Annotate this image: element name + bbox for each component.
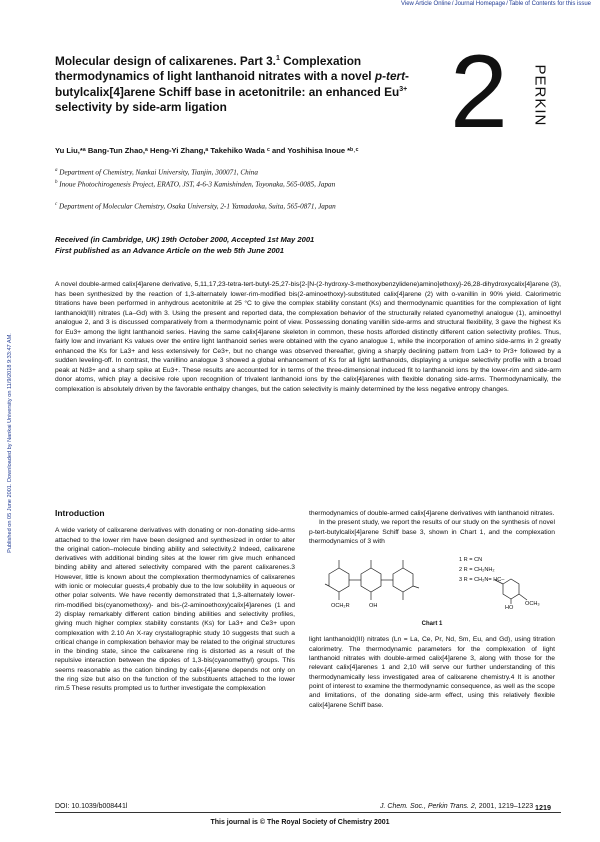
affiliation-sup: a xyxy=(55,168,58,173)
right-column xyxy=(309,509,555,710)
perkin-logo-number: 2 xyxy=(450,34,508,150)
publication-sidebar xyxy=(2,210,12,680)
download-notice: Published on 05 June 2001. Downloaded by Nankai University on 11/9/2018 9:33:47 AM. xyxy=(7,333,13,553)
view-article-online-link[interactable]: View Article Online xyxy=(400,1,451,7)
received-info xyxy=(55,234,314,256)
footer-rule xyxy=(55,812,561,813)
perkin-logo-word xyxy=(532,52,548,152)
title-part2: Complexation thermodynamics of light lanthanoid nitrates with a novel xyxy=(55,53,375,83)
title-part3: -butylcalix[4]arene Schiff base in acetonitrile: an enhanced Eu xyxy=(55,68,409,100)
title-italic: p-tert xyxy=(374,68,406,83)
substituent-label: OCH₃ xyxy=(525,601,540,608)
aromatic-ring xyxy=(393,568,413,592)
affiliation-sup: c xyxy=(55,202,58,207)
body-paragraph: In the present study, we report the results of our study on the synthesis of novel p-tert-butylcalix[4]arene Schiff base 3, shown in Chart 1, and the complexation thermodynamics of 3 with xyxy=(309,519,555,545)
section-heading-introduction: Introduction xyxy=(55,508,105,518)
journal-citation xyxy=(380,803,533,810)
affiliation-text: Department of Chemistry, Nankai University, Tianjin, 300071, China xyxy=(59,168,258,177)
received-dates: Received (in Cambridge, UK) 19th October 2000, Accepted 1st May 2001 xyxy=(55,235,315,244)
journal-homepage-link[interactable]: Journal Homepage xyxy=(454,1,506,7)
substituent-label: OCH₂R xyxy=(331,603,350,610)
link-separator: / xyxy=(451,1,454,7)
affiliation-sup: b xyxy=(55,180,58,185)
left-column xyxy=(55,509,295,694)
top-link-bar xyxy=(0,0,600,12)
body-paragraph: light lanthanoid(III) nitrates (Ln = La, Ce, Pr, Nd, Sm, Eu, and Gd), using titration calorimetry. The thermodynamic parameters for the complexation of light lanthanoid nitrates with double-armed calix[4]arene 3, along with those for the relevant calix[4]arenes 1 and 2,10 will serve our further understanding of this thermodynamically less investigated area of calixarene chemistry.4 It is another point of interest to examine the thermodynamic consequence, as well as the scope and limitations, of the donating side-arm effect, using this relatively flexible calix[4]arene Schiff base. xyxy=(309,636,555,709)
title-part1: Molecular design of calixarenes. Part 3. xyxy=(55,53,276,68)
year-pages: 2001, 1219–1223 xyxy=(476,803,534,810)
body-paragraph: A wide variety of calixarene derivatives with donating or non-donating side-arms attached to the lower rim have been designed and synthesized in order to alter the original cation–molecule binding ability and selectivity.2 Indeed, calixarene derivatives with additional binding sites at the lower rim give much enhanced binding ability and altered selectivity compared with the parent calixarenes.3 However, little is known about the complexation thermodynamics of calixarenes with ionic or molecular guests,4 probably due to the low solubility in aqueous or other polar solvents. We have recently demonstrated that 1,3-alternately lower-rim-modified bis(cyanomethoxy)- and bis-(2-aminoethoxy)calix[4]arenes (1 and 2) display remarkably different cation binding abilities and selectivity profiles, giving much higher complex stability constants (Ks) for La3+ and Ce3+ upon complexation with 2.10 An X-ray crystallographic study 10 suggests that such a critical change in complexation behavior may be related to the original structures in the binding state, since the calixarene ring is distorted as a result of the repulsive interaction between the dipoles of 1,3-bis(cyanomethyl) groups. This seems reasonable as the cation binding by calix-[4]arene depends not only on the ring size but also on the function of the substituents attached to the lower rim.5 These results prompted us to further investigate the complexation xyxy=(55,527,295,693)
chart-caption: Chart 1 xyxy=(421,621,443,628)
aromatic-ring xyxy=(503,579,519,599)
article-title xyxy=(55,52,435,114)
link-separator: / xyxy=(506,1,508,7)
affiliation-text: Inoue Photochirogenesis Project, ERATO, JST, 4-6-3 Kamishinden, Toyonaka, 565-0085, Japan xyxy=(59,180,336,189)
perkin-logo-text: PERKIN xyxy=(531,64,549,127)
title-ref-sup: 1 xyxy=(275,55,280,62)
doi: DOI: 10.1039/b008441l xyxy=(55,803,128,810)
affiliation-text: Department of Molecular Chemistry, Osaka University, 2-1 Yamadaoka, Suita, 565-0871, Japan xyxy=(59,202,336,211)
published-date: First published as an Advance Article on the web 5th June 2001 xyxy=(55,246,284,255)
aromatic-ring xyxy=(329,568,349,592)
authors: Yu Liu,*ᵃ Bang-Tun Zhao,ᵃ Heng-Yi Zhang,ᵃ Takehiko Wada ᶜ and Yoshihisa Inoue *ᵇ˒ᶜ xyxy=(55,146,359,155)
substituent-label: HO xyxy=(505,605,514,612)
affiliation-b xyxy=(55,178,475,190)
title-part4: selectivity by side-arm ligation xyxy=(55,99,227,114)
copyright: This journal is © The Royal Society of Chemistry 2001 xyxy=(210,819,390,826)
r-group-label: 3 R = CH₂N= HC– xyxy=(459,577,505,584)
abstract: A novel double-armed calix[4]arene derivative, 5,11,17,23-tetra-tert-butyl-25,27-bis{2-[N-(2-hydroxy-3-methoxybenzylidene)amino]ethoxy}-26,28-dihydroxycalix[4]arene (3), has been synthesized by the reaction of 1,3-alternately lower-rim-modified bis(2-aminoethoxy)-substituted calix[4]arene (2) with o-vanillin in 90% yield. Calorimetric titrations have been performed in anhydrous acetonitrile at 25 °C to give the complex stability constant (Ks) and thermodynamic quantities for the complexation of light lanthanoid(III) nitrates (La–Gd) with 3. Using the present and reported data, the complexation behavior of the structurally related cyanomethyl analogue (1), aminoethyl analogue 2, and 3 is discussed comparatively from a thermodynamic point of view. Possessing donating vanillin side-arms and structural flexibility, 3 gave the highest Ks for Eu3+ among the light lanthanoid series. Having the same calix[4]arene skeleton in common, these hosts afforded distinctly different cation selectivity profiles. Thus, fairly low and invariant Ks values over the entire light lanthanoid series were obtained with the cyano analogue 1, while the incorporation of amino side-arms in 2 greatly enhanced the Ks for La3+ and less extensively for Ce3+, but no change was observed thereafter, giving a sharply declining pattern from La3+ to Pr3+ followed by a sudden leveling-off. In contrast, the vanillino analogue 3 showed a global enhancement of Ks for all light lanthanoids, displaying a unique selectivity profile with a broad peak at Nd3+ and a sharp spike at Eu3+. These results are accounted for in terms of the three-dimensional induced fit to lanthanoid ions by the lower-rim and side-arm donor atoms, which play a decisive role upon recognition of trivalent lanthanoid ions by the calix[4]arenes with flexible donating side-arms. Thermodynamically, the complexation is absolutely driven by the favorable enthalpy changes, but the cation selectivity is mainly determined by the less negative entropy changes. xyxy=(55,281,561,394)
substituent-label: OH xyxy=(369,603,378,610)
title-charge-sup: 3+ xyxy=(399,86,408,94)
r-group-label: 1 R = CN xyxy=(459,557,483,564)
aromatic-ring xyxy=(361,568,381,592)
table-of-contents-link[interactable]: Table of Contents for this issue xyxy=(508,1,591,7)
journal-name: J. Chem. Soc., Perkin Trans. 2, xyxy=(380,803,477,810)
page-number: 1219 xyxy=(535,803,551,812)
chart-1-structure xyxy=(309,554,555,614)
top-links xyxy=(401,1,591,7)
affiliation-a xyxy=(55,166,475,178)
r-group-label: 2 R = CH₂NH₂ xyxy=(459,567,495,574)
affiliation-c xyxy=(55,200,475,212)
body-paragraph: thermodynamics of double-armed calix[4]arene derivatives with lanthanoid nitrates. xyxy=(309,510,555,517)
